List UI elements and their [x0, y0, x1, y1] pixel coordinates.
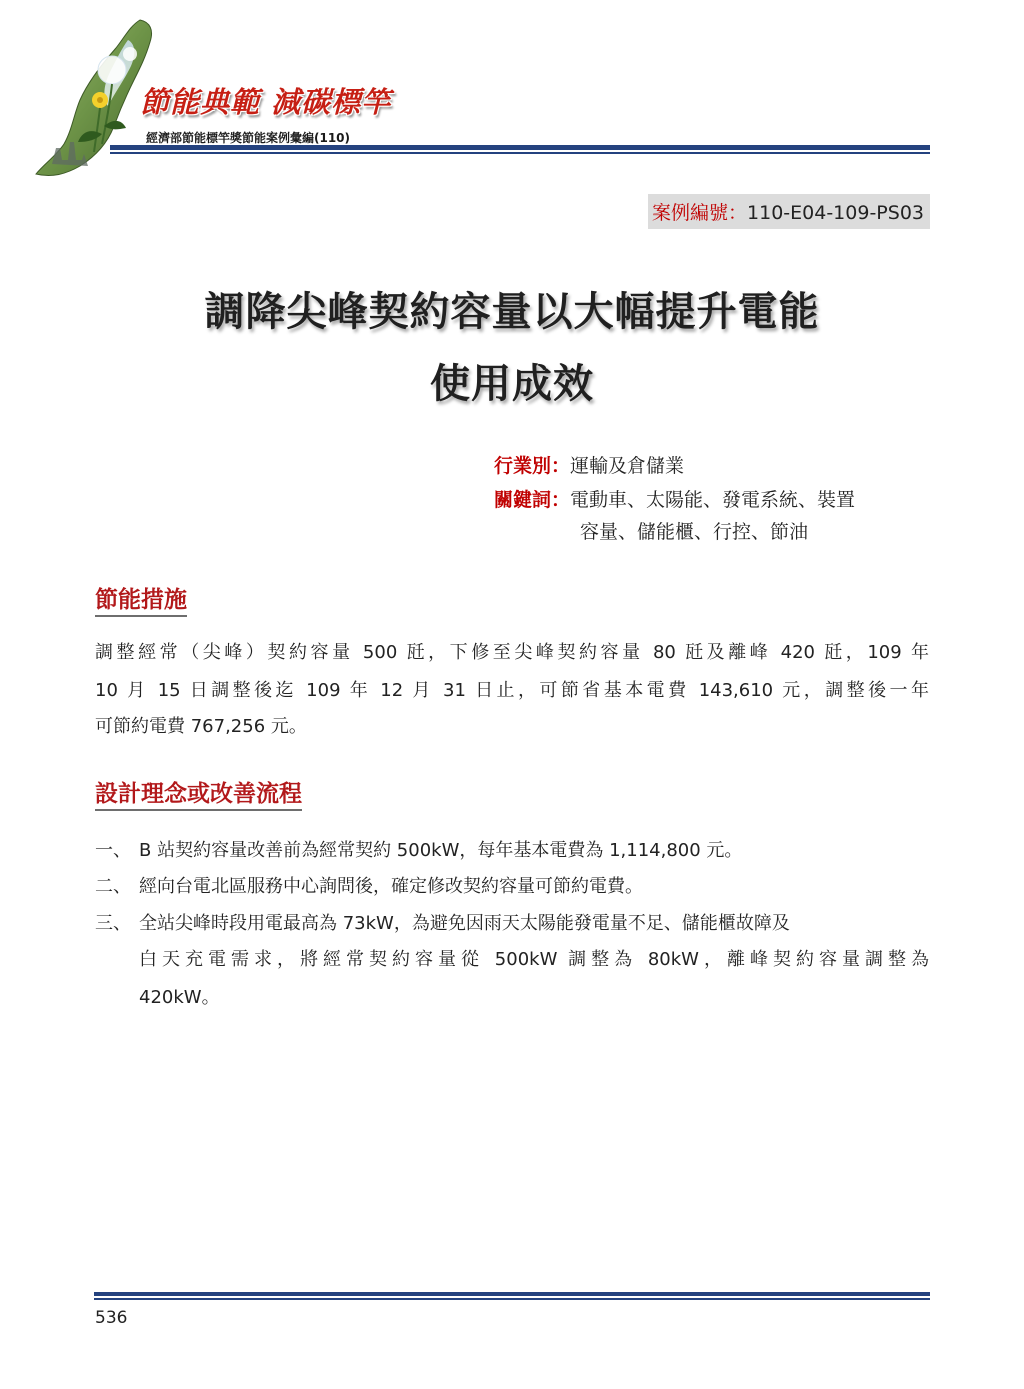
paragraph-line: 調整經常（尖峰）契約容量 500 瓩，下修至尖峰契約容量 80 瓩及離峰 420 瓩，109 年: [95, 642, 929, 663]
industry-value: 運輸及倉儲業: [570, 455, 685, 477]
keywords-label: 關鍵詞：: [494, 489, 571, 511]
brand-subtitle: 經濟部節能標竿獎節能案例彙編(110): [146, 131, 351, 145]
case-id-label: 案例編號：: [652, 202, 748, 224]
page-number: 536: [95, 1308, 128, 1328]
list-item: [95, 836, 742, 862]
list-item: [95, 909, 929, 935]
case-id-box: [648, 194, 930, 229]
document-title-line-1: 調降尖峰契約容量以大幅提升電能: [204, 289, 820, 335]
list-item: [95, 872, 643, 898]
keywords-row: [494, 485, 855, 512]
section-heading-energy-measures: 節能措施: [95, 581, 187, 617]
header-rule-thin: [110, 152, 930, 154]
list-item-text: 經向台電北區服務中心詢問後，確定修改契約容量可節約電費。: [139, 876, 643, 897]
paragraph-line: 10 月 15 日調整後迄 109 年 12 月 31 日止，可節省基本電費 143,610 元，調整後一年: [95, 680, 929, 701]
footer-rule-thin: [94, 1298, 930, 1300]
list-item-continued: 白天充電需求，將經常契約容量從 500kW 調整為 80kW，離峰契約容量調整為: [139, 949, 929, 970]
header-rule-thick: [110, 145, 930, 150]
keywords-value-line-1: 電動車、太陽能、發電系統、裝置: [570, 489, 856, 511]
list-item-number: 三、: [95, 913, 131, 934]
list-item-continued: 420kW。: [139, 987, 220, 1008]
brand-title: 節能典範 減碳標竿: [140, 85, 392, 119]
list-item-text: 全站尖峰時段用電最高為 73kW，為避免因雨天太陽能發電量不足、儲能櫃故障及: [139, 913, 790, 934]
list-item-number: 二、: [95, 876, 131, 897]
section-heading-design-process: 設計理念或改善流程: [95, 775, 302, 811]
industry-row: [494, 451, 684, 478]
footer-rule-thick: [94, 1292, 930, 1296]
list-item-number: 一、: [95, 840, 131, 861]
case-id-value: 110-E04-109-PS03: [747, 202, 924, 224]
keywords-row-continued: [580, 517, 808, 544]
paragraph-line: 可節約電費 767,256 元。: [95, 716, 307, 737]
list-item-text: B 站契約容量改善前為經常契約 500kW，每年基本電費為 1,114,800 元。: [139, 840, 743, 861]
keywords-value-line-2: 容量、儲能櫃、行控、節油: [580, 521, 809, 543]
industry-label: 行業別：: [494, 455, 571, 477]
document-title-line-2: 使用成效: [430, 361, 594, 407]
